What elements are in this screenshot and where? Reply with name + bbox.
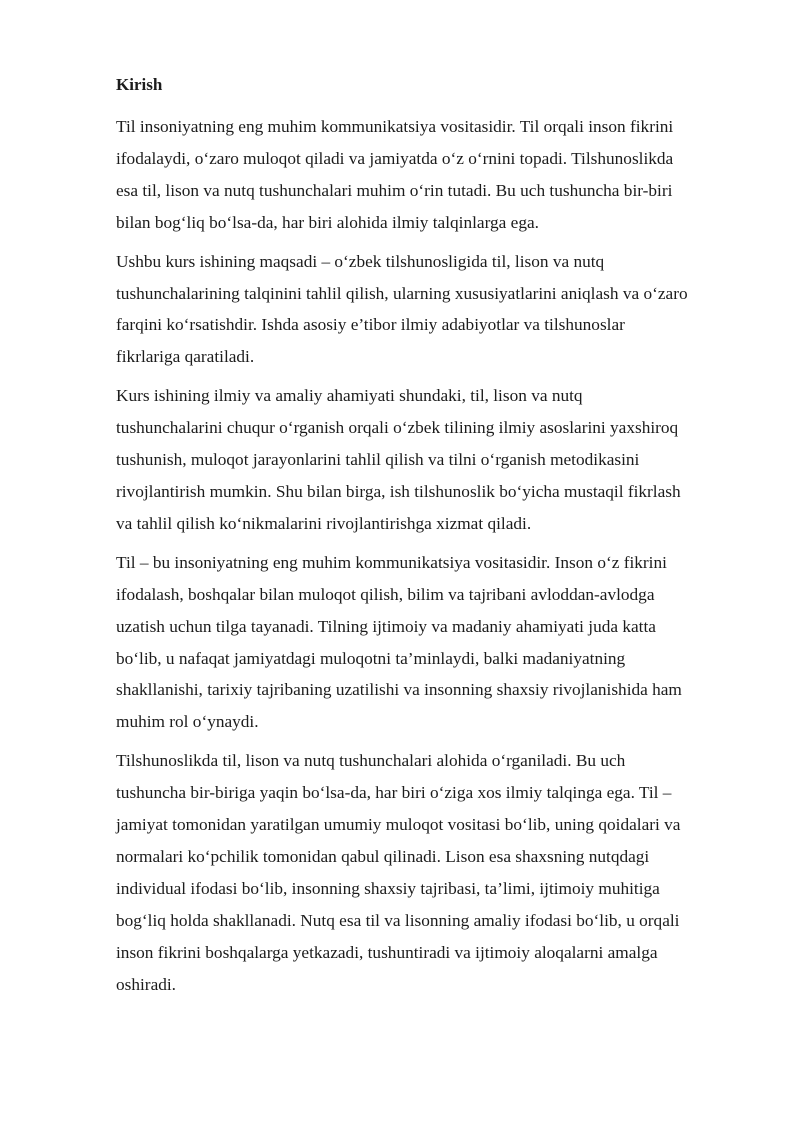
paragraph-concepts: Tilshunoslikda til, lison va nutq tushunchalari alohida o‘rganiladi. Bu uch tushuncha bir-biriga yaqin bo‘lsa-da, har biri o‘ziga xos ilmiy talqinga ega. Til – jamiyat tomonidan yaratilgan umumiy muloqot vositasi bo‘lib, uning qoidalari va normalari ko‘pchilik tomonidan qabul qilinadi. Lison esa shaxsning nutqdagi individual ifodasi bo‘lib, insonning shaxsiy tajribasi, ta’limi, ijtimoiy muhitiga bog‘liq holda shakllanadi. Nutq esa til va lisonning amaliy ifodasi bo‘lib, u orqali inson fikrini boshqalarga yetkazadi, tushuntiradi va ijtimoiy aloqalarni amalga oshiradi. — [116, 751, 681, 994]
paragraph-significance: Kurs ishining ilmiy va amaliy ahamiyati shundaki, til, lison va nutq tushunchalarini chuqur o‘rganish orqali o‘zbek tilining ilmiy asoslarini yaxshiroq tushunish, muloqot jarayonlarini tahlil qilish va tilni o‘rganish metodikasini rivojlantirish mumkin. Shu bilan birga, ish tilshunoslik bo‘yicha mustaqil fikrlash va tahlil qilish ko‘nikmalarini rivojlantirishga xizmat qiladi. — [116, 386, 681, 533]
paragraph-goal: Ushbu kurs ishining maqsadi – o‘zbek tilshunosligida til, lison va nutq tushunchalarining talqinini tahlil qilish, ularning xususiyatlarini aniqlash va o‘zaro farqini ko‘rsatishdir. Ishda asosiy e’tibor ilmiy adabiyotlar va tilshunoslar fikrlariga qaratiladi. — [116, 251, 688, 367]
section-heading: Kirish — [116, 75, 163, 94]
document-body — [116, 73, 688, 1007]
paragraph-intro: Til insoniyatning eng muhim kommunikatsiya vositasidir. Til orqali inson fikrini ifodalaydi, o‘zaro muloqot qiladi va jamiyatda o‘z o‘rnini topadi. Tilshunoslikda esa til, lison va nutq tushunchalari muhim o‘rin tutadi. Bu uch tushuncha bir-biri bilan bog‘liq bo‘lsa-da, har biri alohida ilmiy talqinlarga ega. — [116, 117, 674, 232]
paragraph-language-role: Til – bu insoniyatning eng muhim kommunikatsiya vositasidir. Inson o‘z fikrini ifodalash, boshqalar bilan muloqot qilish, bilim va tajribani avloddan-avlodga uzatish uchun tilga tayanadi. Tilning ijtimoiy va madaniy ahamiyati juda katta bo‘lib, u nafaqat jamiyatdagi muloqotni ta’minlaydi, balki madaniyatning shakllanishi, tarixiy tajribaning uzatilishi va insonning shaxsiy rivojlanishida ham muhim rol o‘ynaydi. — [116, 552, 682, 732]
